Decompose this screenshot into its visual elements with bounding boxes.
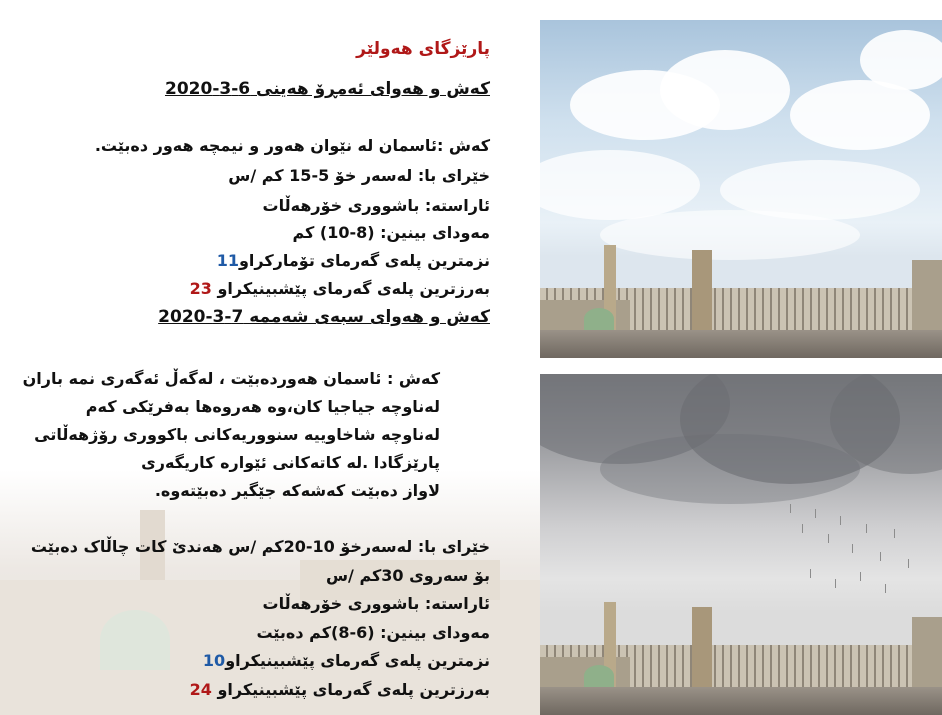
tomorrow-direction: ئاراستە: باشووری خۆرهەڵات bbox=[262, 594, 490, 613]
citadel-skyline bbox=[540, 620, 942, 715]
today-max-temp bbox=[190, 278, 490, 300]
tomorrow-wind-line-2: بۆ سەروی 30کم /س bbox=[325, 566, 490, 585]
max-temp-value: 23 bbox=[189, 279, 212, 298]
partly-cloudy-photo bbox=[540, 20, 942, 358]
tomorrow-wind-line-1: خێرای با: لەسەرخۆ 10-20کم /س هەندێ کات چاڵاک دەبێت bbox=[30, 537, 490, 556]
max-temp-label: بەرزترین پلەی گەرمای پێشبینیکراو bbox=[211, 279, 490, 298]
tomorrow-title: کەش و هەوای سبەی شەممە 7-3-2020 bbox=[158, 307, 490, 327]
today-direction: ئاراستە: باشووری خۆرهەڵات bbox=[262, 196, 490, 215]
tomorrow-sky-line-5: لاواز دەبێت کەشەکە جێگیر دەبێتەوە. bbox=[154, 481, 440, 500]
province-title: پارێزگای هەولێر bbox=[356, 39, 490, 59]
min-temp-value: 11 bbox=[216, 251, 239, 270]
tomorrow-min-temp bbox=[203, 650, 490, 672]
max-temp-label: بەرزترین پلەی گەرمای پێشبینیکراو bbox=[211, 680, 490, 699]
min-temp-value: 10 bbox=[202, 651, 226, 670]
today-wind: خێرای با: لەسەر خۆ 5-15 کم /س bbox=[228, 166, 490, 185]
tomorrow-sky-line-4: پارێزگادا .لە کاتەکانی ئێوارە کاریگەری bbox=[141, 453, 440, 472]
today-min-temp bbox=[217, 250, 490, 272]
rainy-photo bbox=[540, 374, 942, 715]
max-temp-value: 24 bbox=[189, 680, 212, 699]
tomorrow-visibility: مەودای بینین: (6-8)کم دەبێت bbox=[256, 623, 490, 642]
tomorrow-max-temp bbox=[190, 679, 490, 701]
citadel-skyline bbox=[540, 263, 942, 358]
min-temp-label: نزمترین پلەی گەرمای تۆمارکراو bbox=[238, 251, 490, 270]
today-visibility: مەودای بینین: (8-10) کم bbox=[292, 223, 490, 242]
min-temp-label: نزمترین پلەی گەرمای پێشبینیکراو bbox=[225, 651, 490, 670]
today-title: کەش و هەوای ئەمڕۆ هەینی 6-3-2020 bbox=[164, 79, 490, 99]
tomorrow-sky-line-1: کەش : ئاسمان هەوردەبێت ، لەگەڵ ئەگەری نمە باران bbox=[22, 369, 440, 388]
today-sky: کەش :ئاسمان لە نێوان هەور و نیمچە هەور دەبێت. bbox=[94, 136, 490, 155]
tomorrow-sky-line-2: لەناوچە جیاجیا کان،وە هەروەها بەفرێکی کەم bbox=[85, 397, 440, 416]
tomorrow-sky-line-3: لەناوچە شاخاوییە سنووریەکانی باکووری رۆژهەڵاتی bbox=[34, 425, 440, 444]
